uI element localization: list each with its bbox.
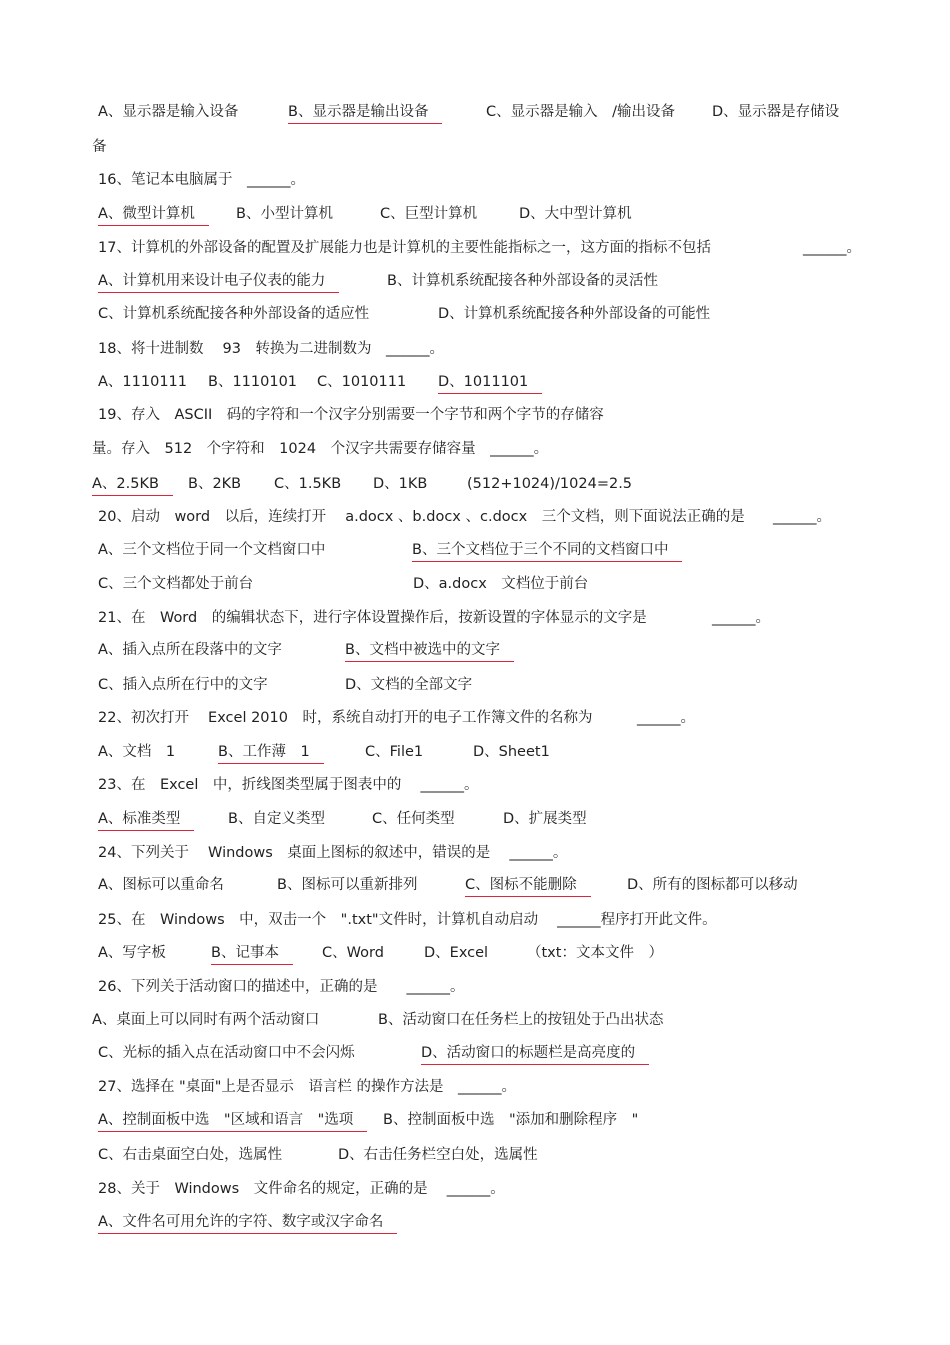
text-segment: ______。 [637,710,695,726]
text-segment: B、自定义类型 [228,811,325,827]
text-segment: C、Word [322,945,384,961]
text-segment: A、图标可以重命名 [98,877,224,893]
text-segment: 18、将十进制数 93 转换为二进制数为 ______。 [98,341,445,357]
answer-option: B、文档中被选中的文字 [345,640,514,662]
text-segment: D、Excel [424,945,489,961]
text-segment: 17、计算机的外部设备的配置及扩展能力也是计算机的主要性能指标之一，这方面的指标不包括 [98,240,711,256]
text-segment: 20、启动 word 以后，连续打开 a.docx 、b.docx 、c.docx 三个文档，则下面说法正确的是 [98,509,745,525]
answer-option: D、活动窗口的标题栏是高亮度的 [421,1043,649,1065]
text-segment: D、显示器是存储设 [712,104,840,120]
text-segment: ______。 [712,610,770,626]
text-segment: C、计算机系统配接各种外部设备的适应性 [98,306,370,322]
text-segment: D、Sheet1 [473,744,550,760]
answer-option: B、工作薄 1 [218,742,324,764]
text-segment: 16、笔记本电脑属于 ______。 [98,172,305,188]
text-segment: B、小型计算机 [236,206,333,222]
text-segment: A、显示器是输入设备 [98,104,239,120]
text-segment: 19、存入 ASCII 码的字符和一个汉字分别需要一个字节和两个字节的存储容 [98,407,604,423]
text-segment: B、1110101 [208,374,298,390]
text-segment: A、1110111 [98,374,187,390]
text-segment: C、任何类型 [372,811,455,827]
text-segment: A、插入点所在段落中的文字 [98,642,282,658]
text-segment: 26、下列关于活动窗口的描述中，正确的是 ______。 [98,979,465,995]
text-segment: B、2KB [188,476,242,492]
text-segment: D、文档的全部文字 [345,677,473,693]
answer-option: B、三个文档位于三个不同的文档窗口中 [412,540,682,562]
text-segment: 21、在 Word 的编辑状态下，进行字体设置操作后，按新设置的字体显示的文字是 [98,610,647,626]
answer-option: C、图标不能删除 [465,875,591,897]
text-segment: A、桌面上可以同时有两个活动窗口 [92,1012,320,1028]
text-segment: C、1010111 [317,374,407,390]
answer-option: A、计算机用来设计电子仪表的能力 [98,271,339,293]
text-segment: ______。 [773,509,831,525]
text-segment: D、a.docx 文档位于前台 [413,576,589,592]
answer-option: A、2.5KB [92,474,173,496]
text-segment: D、计算机系统配接各种外部设备的可能性 [438,306,711,322]
text-segment: A、三个文档位于同一个文档窗口中 [98,542,326,558]
text-segment: （txt：文本文件 ） [527,945,663,961]
answer-option: A、微型计算机 [98,204,209,226]
text-segment: 22、初次打开 Excel 2010 时，系统自动打开的电子工作簿文件的名称为 [98,710,593,726]
answer-option: A、文件名可用允许的字符、数字或汉字命名 [98,1212,397,1234]
text-segment: A、文档 1 [98,744,176,760]
text-segment: C、1.5KB [274,476,342,492]
text-segment: D、扩展类型 [503,811,587,827]
text-segment: B、计算机系统配接各种外部设备的灵活性 [387,273,658,289]
text-segment: (512+1024)/1024=2.5 [467,476,633,492]
text-segment: C、插入点所在行中的文字 [98,677,268,693]
answer-option: B、显示器是输出设备 [288,102,442,124]
text-segment: C、三个文档都处于前台 [98,576,254,592]
answer-option: D、1011101 [438,372,542,394]
text-segment: 24、下列关于 Windows 桌面上图标的叙述中，错误的是 ______。 [98,845,568,861]
text-segment: 量。存入 512 个字符和 1024 个汉字共需要存储容量 ______。 [92,441,549,457]
text-segment: D、1KB [373,476,428,492]
text-segment: D、右击任务栏空白处，选属性 [338,1147,538,1163]
text-segment: C、右击桌面空白处，选属性 [98,1147,283,1163]
text-segment: 备 [92,139,107,155]
text-segment: B、活动窗口在任务栏上的按钮处于凸出状态 [378,1012,664,1028]
text-segment: A、写字板 [98,945,166,961]
text-segment: ______。 [803,240,861,256]
text-segment: D、大中型计算机 [519,206,632,222]
text-segment: D、所有的图标都可以移动 [627,877,798,893]
text-segment: 25、在 Windows 中，双击一个 ".txt"文件时，计算机自动启动 ______程序打开此文件。 [98,912,717,928]
text-segment: B、图标可以重新排列 [277,877,418,893]
text-segment: C、巨型计算机 [380,206,478,222]
text-segment: B、控制面板中选 "添加和删除程序 " [383,1112,639,1128]
answer-option: A、标准类型 [98,809,194,831]
text-segment: 23、在 Excel 中，折线图类型属于图表中的 ______。 [98,777,479,793]
answer-option: B、记事本 [211,943,293,965]
text-segment: 27、选择在 "桌面"上是否显示 语言栏 的操作方法是 ______。 [98,1079,517,1095]
answer-option: A、控制面板中选 "区域和语言 "选项 [98,1110,367,1132]
text-segment: 28、关于 Windows 文件命名的规定，正确的是 ______。 [98,1181,505,1197]
text-segment: C、光标的插入点在活动窗口中不会闪烁 [98,1045,355,1061]
text-segment: C、显示器是输入 /输出设备 [486,104,676,120]
text-segment: C、File1 [365,744,424,760]
